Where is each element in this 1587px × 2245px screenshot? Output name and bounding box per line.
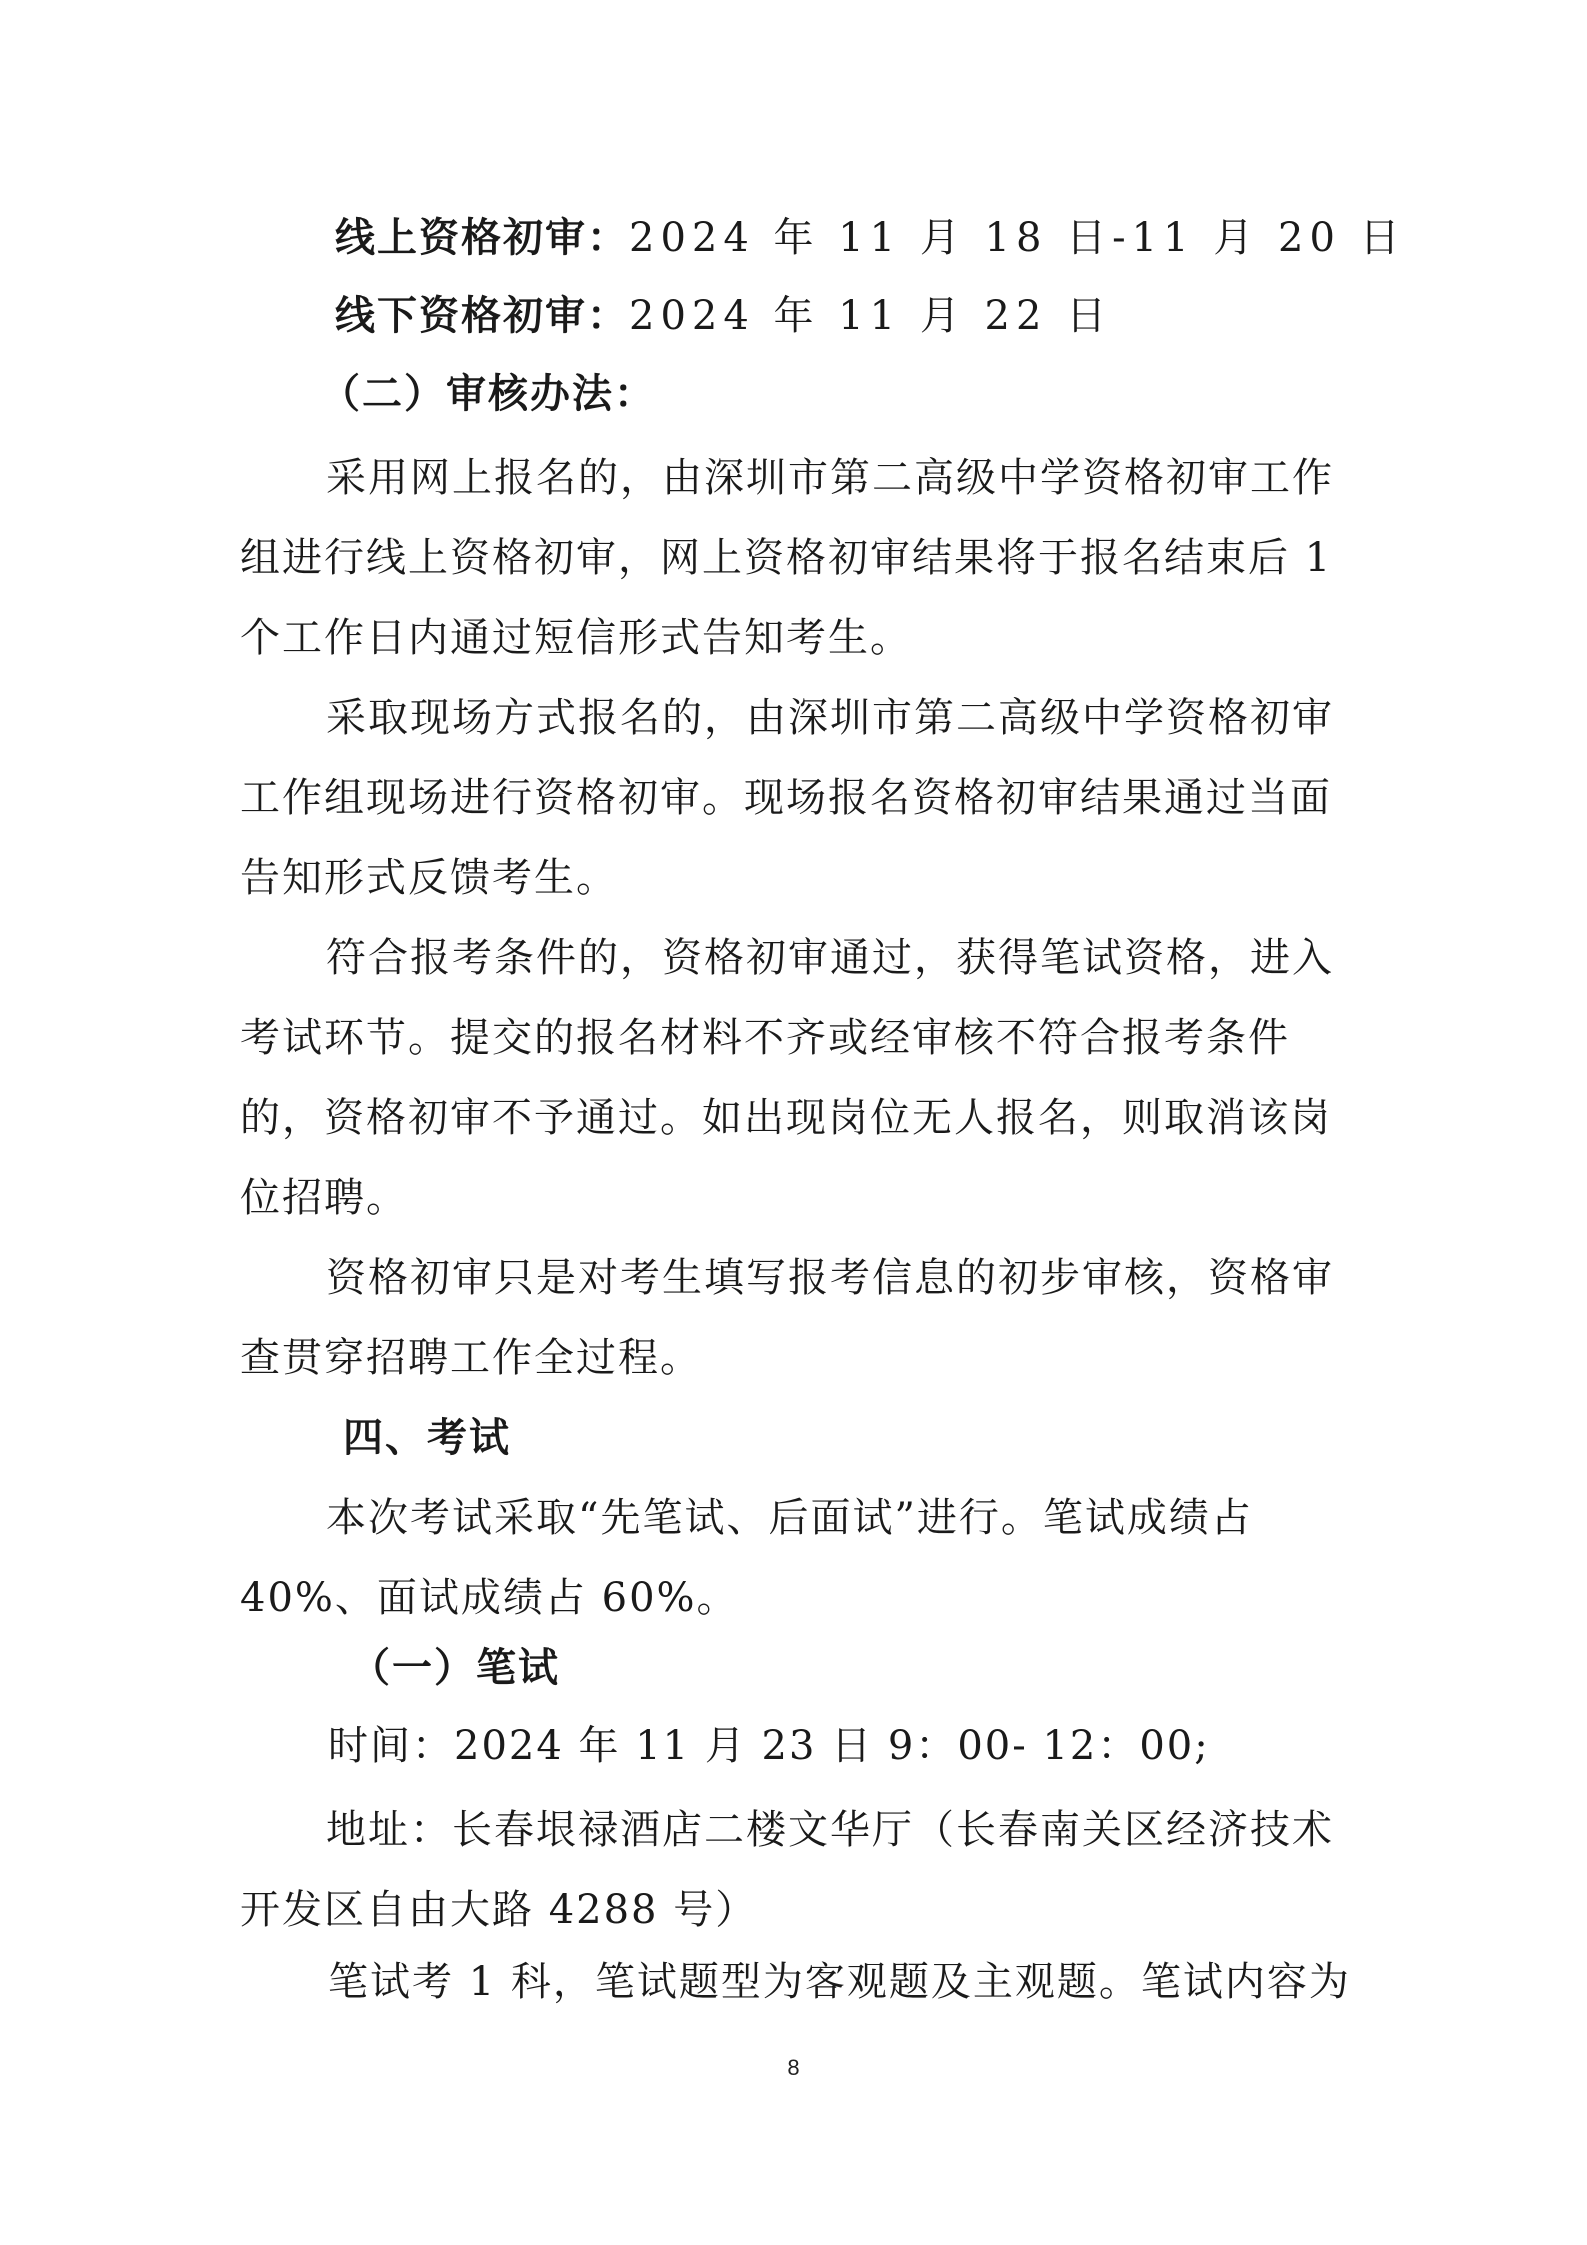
exam-intro-paragraph: 本次考试采取“先笔试、后面试”进行。笔试成绩占 40%、面试成绩占 60%。	[240, 1495, 1253, 1621]
review-method-heading: （二）审核办法：	[320, 371, 656, 417]
online-review-label: 线上资格初审：	[335, 215, 629, 261]
written-exam-content: 笔试考 1 科，笔试题型为客观题及主观题。笔试内容为	[328, 1959, 1351, 2005]
exam-heading: 四、考试	[343, 1415, 511, 1461]
review-paragraph-eligibility: 符合报考条件的，资格初审通过，获得笔试资格，进入考试环节。提交的报名材料不齐或经审核不符合报考条件的，资格初审不予通过。如出现岗位无人报名，则取消该岗位招聘。	[240, 935, 1334, 1221]
page-number: 8	[787, 2055, 800, 2080]
online-review-value: 2024 年 11 月 18 日-11 月 20 日	[629, 215, 1406, 261]
review-paragraph-scope: 资格初审只是对考生填写报考信息的初步审核，资格审查贯穿招聘工作全过程。	[240, 1255, 1334, 1381]
online-review-date	[335, 208, 1445, 268]
offline-review-date	[335, 286, 1445, 346]
written-exam-time: 时间：2024 年 11 月 23 日 9：00- 12：00;	[328, 1723, 1210, 1769]
offline-review-label: 线下资格初审：	[335, 293, 629, 339]
review-paragraph-online: 采用网上报名的，由深圳市第二高级中学资格初审工作组进行线上资格初审，网上资格初审结果将于报名结束后 1 个工作日内通过短信形式告知考生。	[240, 455, 1334, 661]
offline-review-value: 2024 年 11 月 22 日	[629, 293, 1113, 339]
review-paragraph-onsite: 采取现场方式报名的，由深圳市第二高级中学资格初审工作组现场进行资格初审。现场报名资格初审结果通过当面告知形式反馈考生。	[240, 695, 1334, 901]
written-exam-address: 地址：长春垠禄酒店二楼文华厅（长春南关区经济技术开发区自由大路 4288 号）	[240, 1807, 1334, 1933]
written-exam-heading: （一）笔试	[350, 1645, 560, 1691]
